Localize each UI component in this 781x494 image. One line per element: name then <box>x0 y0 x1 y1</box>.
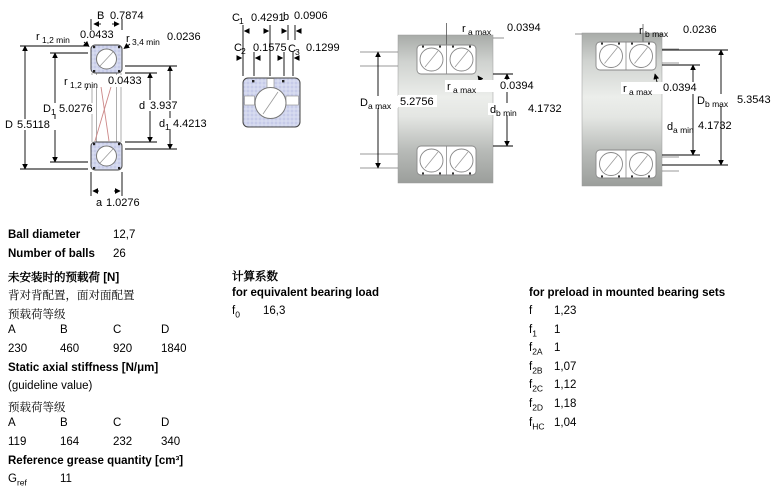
grease-section-title: Reference grease quantity [cm³] <box>8 454 184 467</box>
dim-db-value: 4.1732 <box>528 103 562 115</box>
stiffness-section-title: Static axial stiffness [N/μm] <box>8 361 159 374</box>
dim-ra-top-sub: a max <box>468 27 492 37</box>
dim-rb-top-value: 0.0236 <box>683 24 717 36</box>
dim-C2-value: 0.1575 <box>253 42 287 54</box>
dim-ra-mid-value: 0.0394 <box>500 80 534 92</box>
dim-da-sub: a min <box>673 125 694 135</box>
factors-column-middle <box>232 268 512 324</box>
dim-r34-base: r <box>126 33 130 45</box>
dim-rb-top-base: r <box>639 25 643 37</box>
contact-angle-line <box>100 80 109 141</box>
ball-diameter-value: 12,7 <box>113 229 136 241</box>
stiffness-class-line: 预载荷等级 <box>8 401 66 414</box>
dim-da-base: d <box>667 121 674 133</box>
dim-r12b-sub: 1,2 min <box>70 80 98 90</box>
bearing-axial-body <box>243 78 300 127</box>
factor-row-f2A: $f_{2A}$ 1 <box>529 342 561 357</box>
dim-rb-top-sub: b max <box>645 29 669 39</box>
dim-ra-top-base: r <box>462 23 466 35</box>
dim-Db-sub: b max <box>705 99 729 109</box>
dim-d1-sub: 1 <box>165 122 170 132</box>
dim-D1-base: D <box>43 103 51 115</box>
preload-class-headers: A B C D <box>8 324 170 337</box>
stiffness-class-headers: A B C D <box>8 417 170 430</box>
grease-ref-row <box>8 473 228 492</box>
dim-db-base: d <box>490 104 497 116</box>
dim-C3-base: C <box>288 43 296 55</box>
preload-class-values: 230 460 920 1840 <box>8 343 187 356</box>
factor-f0-value: 16,3 <box>263 305 286 318</box>
dim-D1-sub: 1 <box>51 107 56 117</box>
factors-column-right <box>529 287 779 436</box>
dim-d1-base: d <box>159 118 166 130</box>
diagram-mounted-pair-housing <box>575 10 781 195</box>
dim-ra-mid-sub: a max <box>453 85 477 95</box>
bearing-pair-top <box>596 42 656 70</box>
number-of-balls-value: 26 <box>113 247 126 260</box>
dim-r12b-value: 0.0433 <box>108 75 142 87</box>
dim-r12a-sub: 1,2 min <box>42 35 70 45</box>
dim-db-sub: b min <box>496 108 517 118</box>
dim-B-value: 0.7874 <box>110 10 144 22</box>
dim-d-base: d <box>139 100 146 112</box>
diagram-single-bearing-cross-section <box>0 0 230 222</box>
dim-ra-top-value: 0.0394 <box>507 22 541 34</box>
bearing-pair-top <box>417 45 476 74</box>
dim-a-base: a <box>96 197 103 209</box>
factor-row-f0 <box>232 305 512 324</box>
factor-row-f: f 1,23 <box>529 305 577 318</box>
ball-diameter-label: Ball diameter <box>8 229 81 241</box>
dim-Da-value: 5.2756 <box>400 96 434 108</box>
dim-D-value: 5.5118 <box>17 119 50 131</box>
dim-ra-mid-base: r <box>447 81 451 93</box>
dim-D1-value: 5.0276 <box>59 103 93 115</box>
grease-ref-label: $G_{ref}$ <box>8 473 27 488</box>
dim-ra-mid-base: r <box>623 83 627 95</box>
factor-row-f2C: $f_{2C}$ 1,12 <box>529 379 577 394</box>
grease-ref-value: 11 <box>60 473 72 486</box>
diagram-bearing-axial-view <box>225 0 355 145</box>
preload-class-line: 预载荷等级 <box>8 308 66 321</box>
dim-C1-value: 0.4291 <box>251 12 285 24</box>
dim-C3-value: 0.1299 <box>306 42 340 54</box>
equivalent-load-title: for equivalent bearing load <box>232 286 379 299</box>
factor-row-fHC: $f_{HC}$ 1,04 <box>529 416 577 431</box>
dim-b-value: 0.0906 <box>294 10 328 22</box>
preload-section-title: 未安装时的预载荷 [N] <box>8 271 120 284</box>
preload-sets-title: for preload in mounted bearing sets <box>529 286 726 299</box>
number-of-balls-row <box>8 248 228 267</box>
preload-arrangement-line: 背对背配置，面对面配置 <box>8 290 135 303</box>
factor-row-f1: $f_1$ 1 <box>529 323 561 338</box>
dim-b-base: b <box>283 11 290 23</box>
dim-C1-sub: 1 <box>239 16 244 26</box>
stiffness-class-values: 119 164 232 340 <box>8 436 181 449</box>
dim-Db-value: 5.3543 <box>737 94 771 106</box>
dim-da-value: 4.1732 <box>698 120 732 132</box>
dim-a-value: 1.0276 <box>106 197 140 209</box>
number-of-balls-label: Number of balls <box>8 247 95 260</box>
dim-r12a-base: r <box>36 31 40 43</box>
stiffness-guideline-line: (guideline value) <box>8 380 93 393</box>
bearing-pair-bottom <box>417 146 476 175</box>
dim-C2-sub: 2 <box>241 46 246 56</box>
dim-C1-base: C <box>232 12 240 24</box>
diagram-mounted-pair-shaft <box>355 15 570 200</box>
dim-B-base: B <box>97 10 105 22</box>
bearing-section-top <box>91 45 122 73</box>
dim-r34-value: 0.0236 <box>167 31 201 43</box>
factor-f0-label: $f_0$ <box>232 305 240 320</box>
spec-column-left <box>8 229 228 492</box>
calc-factors-title: 计算系数 <box>232 271 278 283</box>
dim-ra-mid-sub: a max <box>629 87 653 97</box>
dim-r12a-value: 0.0433 <box>80 29 114 41</box>
dim-C2-base: C <box>234 42 242 54</box>
dim-labels-diagram2 <box>232 10 340 57</box>
bearing-pair-bottom <box>596 150 656 178</box>
bearing-section-bottom <box>91 142 122 170</box>
dim-Db-base: D <box>697 95 705 107</box>
dim-d1-value: 4.4213 <box>173 118 207 130</box>
dim-r12b-base: r <box>64 76 68 88</box>
dim-C3-sub: 3 <box>295 47 300 57</box>
factor-row-f2B: $f_{2B}$ 1,07 <box>529 360 577 376</box>
dim-ra-mid-value: 0.0394 <box>663 82 697 94</box>
dim-d-value: 3.937 <box>150 100 178 112</box>
dim-Da-sub: a max <box>368 101 392 111</box>
factor-row-f2D: $f_{2D}$ 1,18 <box>529 398 577 413</box>
dim-D-base: D <box>5 119 13 131</box>
dim-r34-sub: 3,4 min <box>132 37 160 47</box>
ball-diameter-row <box>8 229 228 248</box>
dim-labels-diagram1 <box>3 10 212 209</box>
dim-Da-base: D <box>360 97 368 109</box>
